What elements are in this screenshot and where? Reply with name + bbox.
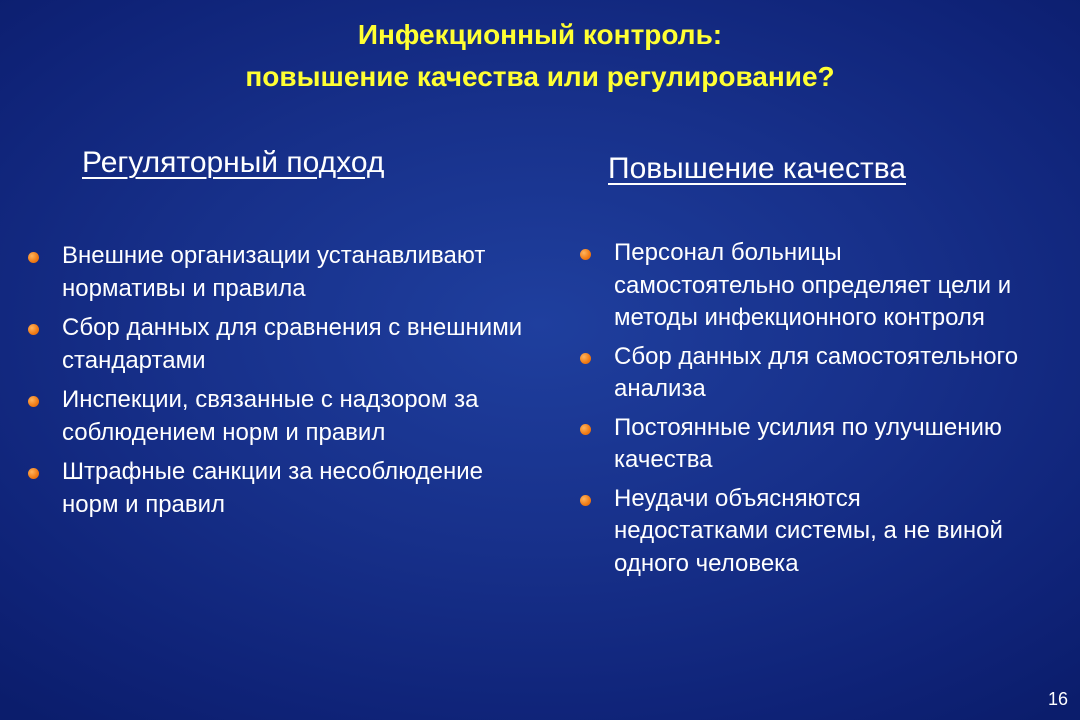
list-item xyxy=(580,341,1020,406)
list-item-text: Неудачи объясняются недостатками системы, а не виной одного человека xyxy=(614,484,1003,577)
slide-title-line-1: Инфекционный контроль: xyxy=(357,19,723,50)
list-item-text: Инспекции, связанные с надзором за соблюдением норм и правил xyxy=(62,386,479,446)
list-item-text: Штрафные санкции за несоблюдение норм и правил xyxy=(62,458,484,518)
list-item-text: Постоянные усилия по улучшению качества xyxy=(614,413,1002,473)
bullet-dot-icon xyxy=(28,252,39,263)
list-item xyxy=(28,240,528,305)
bullet-dot-icon xyxy=(580,495,591,506)
bullet-dot-icon xyxy=(28,324,39,335)
list-item xyxy=(28,456,528,521)
left-bullet-list xyxy=(28,240,528,528)
list-item-text: Сбор данных для сравнения с внешними стандартами xyxy=(62,314,523,374)
left-column-heading: Регуляторный подход xyxy=(82,146,385,179)
bullet-dot-icon xyxy=(580,424,591,435)
list-item xyxy=(28,312,528,377)
bullet-dot-icon xyxy=(580,249,591,260)
list-item xyxy=(580,237,1020,335)
list-item-text: Внешние организации устанавливают нормативы и правила xyxy=(62,242,486,302)
list-item xyxy=(580,412,1020,477)
bullet-dot-icon xyxy=(28,396,39,407)
bullet-dot-icon xyxy=(28,468,39,479)
right-column-heading: Повышение качества xyxy=(608,152,906,185)
list-item-text: Сбор данных для самостоятельного анализа xyxy=(614,342,1019,402)
list-item xyxy=(580,483,1020,581)
bullet-dot-icon xyxy=(580,353,591,364)
list-item xyxy=(28,384,528,449)
right-bullet-list xyxy=(580,237,1020,586)
slide-title-line-2: повышение качества или регулирование? xyxy=(245,61,835,92)
page-number: 16 xyxy=(1047,689,1068,709)
list-item-text: Персонал больницы самостоятельно определяет цели и методы инфекционного контроля xyxy=(614,239,1012,331)
